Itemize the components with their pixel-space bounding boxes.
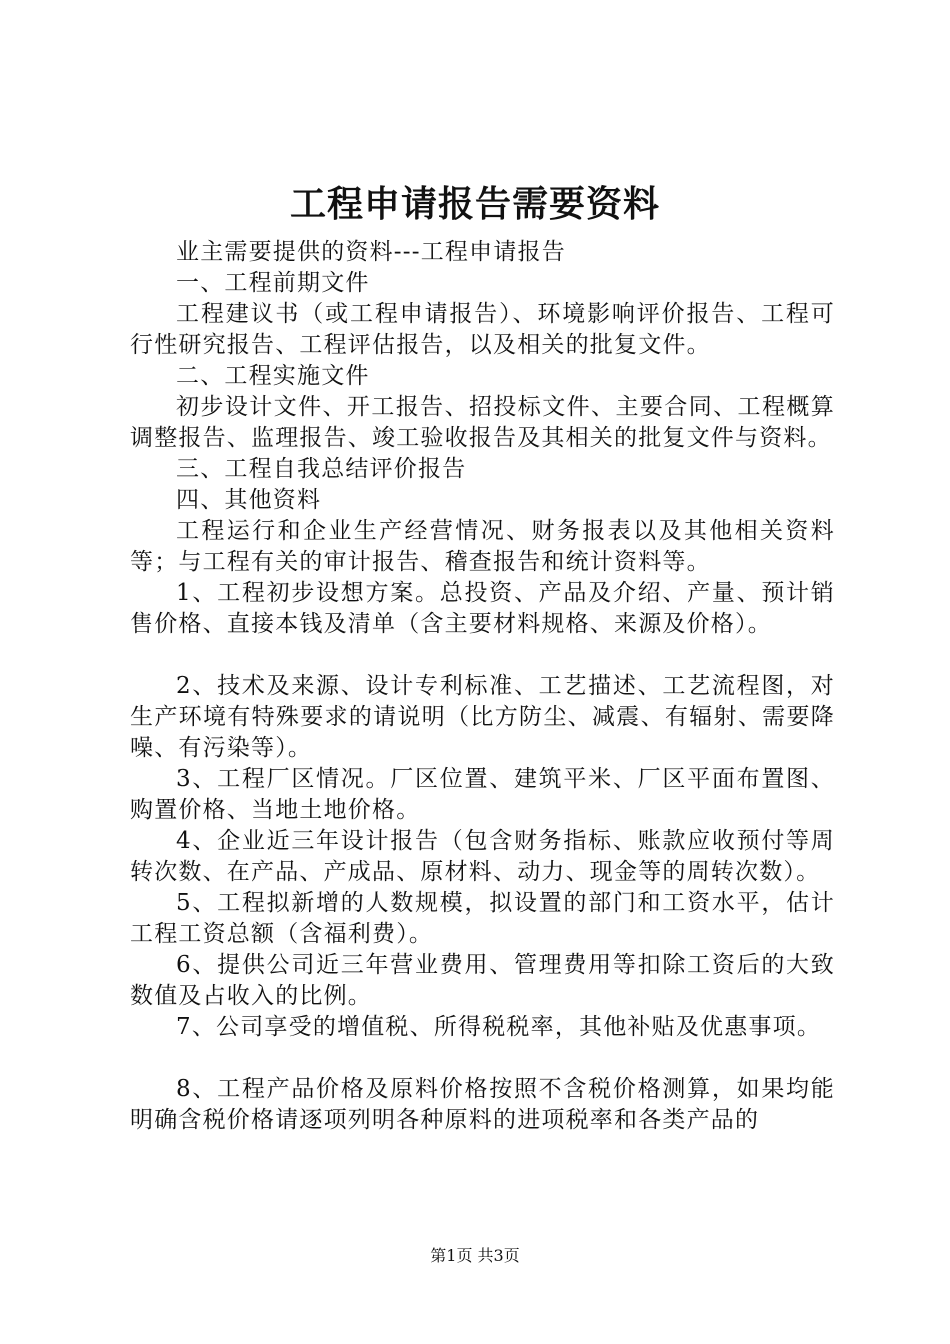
section-paragraph-4: 工程运行和企业生产经营情况、财务报表以及其他相关资料等；与工程有关的审计报告、稽查报告和统计资料等。 [130,518,835,575]
section-paragraph-2: 初步设计文件、开工报告、招投标文件、主要合同、工程概算调整报告、监理报告、竣工验收报告及其相关的批复文件与资料。 [130,394,835,451]
document-title: 工程申请报告需要资料 [289,184,660,225]
list-item-6: 6、提供公司近三年营业费用、管理费用等扣除工资后的大致数值及占收入的比例。 [130,952,835,1009]
list-item-8: 8、工程产品价格及原料价格按照不含税价格测算，如果均能明确含税价格请逐项列明各种原料的进项税率和各类产品的 [130,1076,835,1133]
section-heading-2: 二、工程实施文件 [176,363,370,389]
list-item-3: 3、工程厂区情况。厂区位置、建筑平米、厂区平面布置图、购置价格、当地土地价格。 [130,766,835,823]
list-item-1: 1、工程初步设想方案。总投资、产品及介绍、产量、预计销售价格、直接本钱及清单（含主要材料规格、来源及价格）。 [130,580,835,637]
intro-line: 业主需要提供的资料---工程申请报告 [176,239,566,265]
section-paragraph-1: 工程建议书（或工程申请报告）、环境影响评价报告、工程可行性研究报告、工程评估报告，以及相关的批复文件。 [130,301,835,358]
list-item-4: 4、企业近三年设计报告（包含财务指标、账款应收预付等周转次数、在产品、产成品、原材料、动力、现金等的周转次数）。 [130,828,835,885]
page-number-footer: 第1页 共3页 [430,1246,520,1265]
list-item-5: 5、工程拟新增的人数规模，拟设置的部门和工资水平，估计工程工资总额（含福利费）。 [130,890,835,947]
section-heading-4: 四、其他资料 [176,487,322,513]
section-heading-3: 三、工程自我总结评价报告 [176,456,467,482]
list-item-7: 7、公司享受的增值税、所得税税率，其他补贴及优惠事项。 [176,1014,822,1040]
document-body [130,237,835,1136]
section-heading-1: 一、工程前期文件 [176,270,370,296]
list-item-2: 2、技术及来源、设计专利标准、工艺描述、工艺流程图，对生产环境有特殊要求的请说明（比方防尘、减震、有辐射、需要降噪、有污染等）。 [130,673,835,761]
